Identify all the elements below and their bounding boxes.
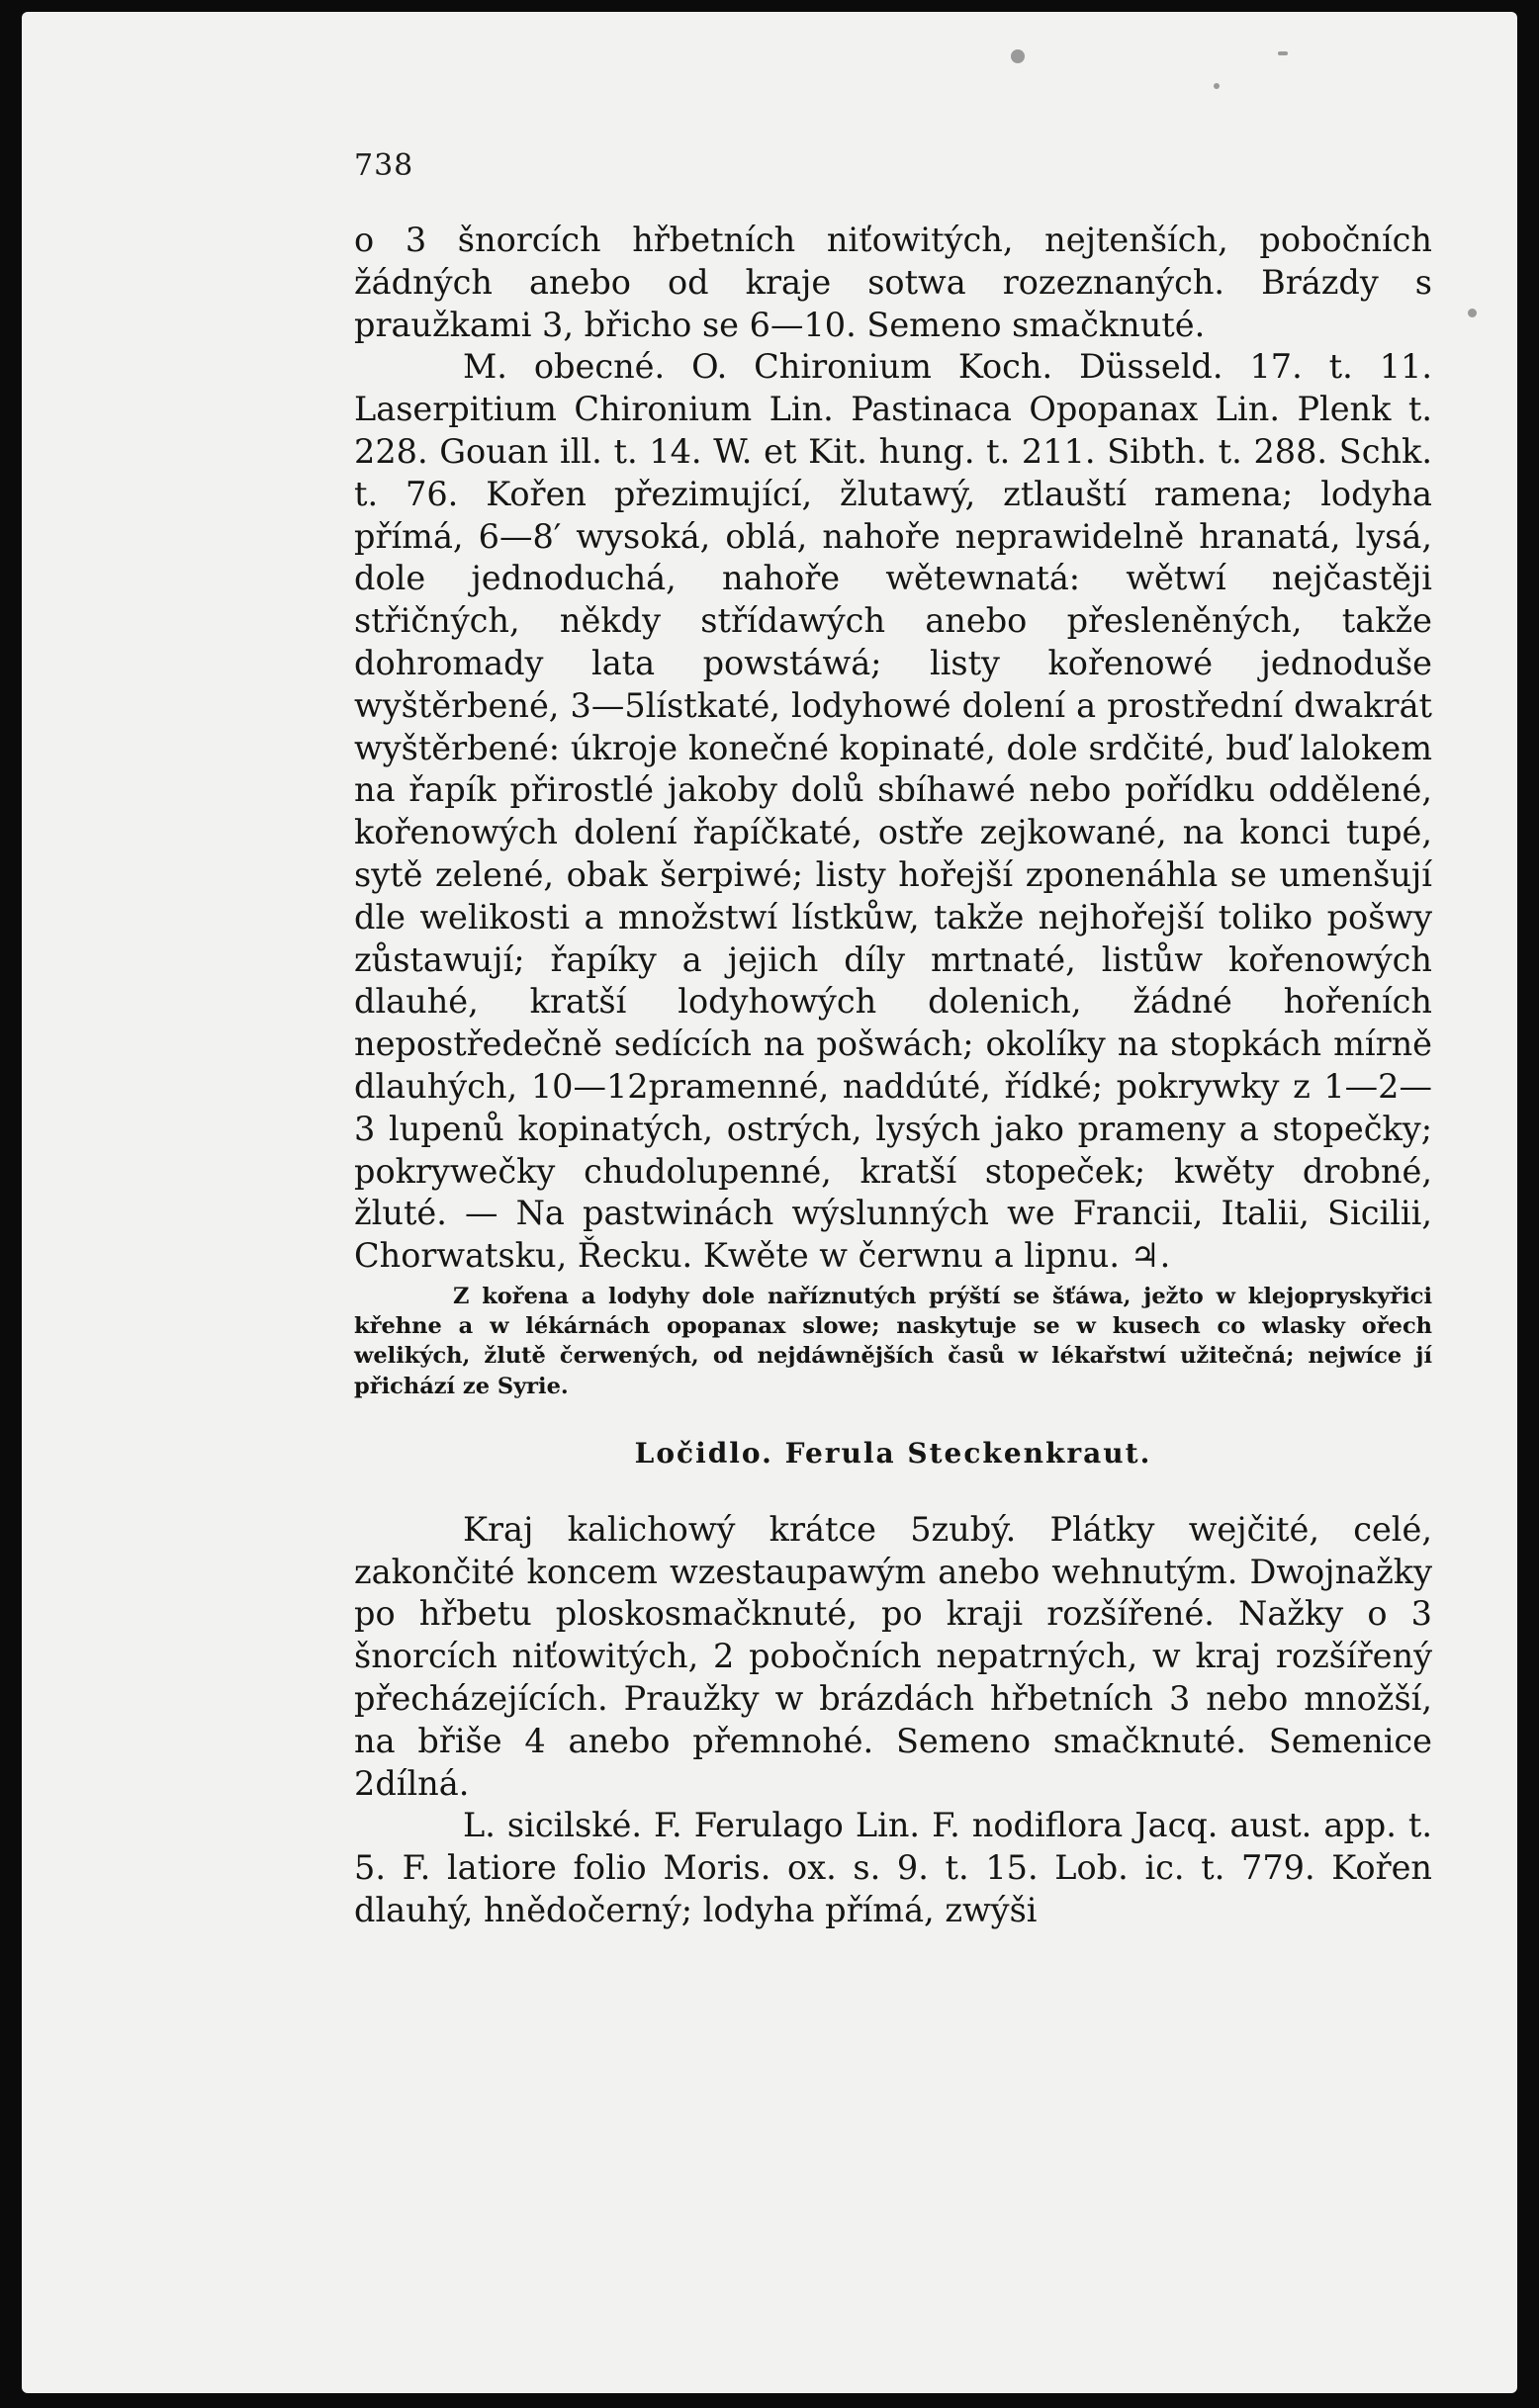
scan-speck (1278, 51, 1288, 55)
genus-heading: Ločidlo. Ferula Steckenkraut. (634, 1436, 1152, 1470)
genus-description-paragraph: Kraj kalichowý krátce 5zubý. Plátky wejčité, celé, zakončité koncem wzestaupawým anebo wehnutým. Dwojnažky po hřbetu ploskosmačknuté, po kraji rozšířené. Nažky o 3 šnorcích niťowitých, 2 pobočních nepatrných, w kraj rozšířený přecházejících. Praužky w brázdách hřbetních 3 nebo množší, na břiše 4 anebo přemnohé. Semeno smačknuté. Semenice 2dílná. (354, 1509, 1432, 1803)
scan-speck (1468, 309, 1477, 317)
species-paragraph: L. sicilské. F. Ferulago Lin. F. nodiflora Jacq. aust. app. t. 5. F. latiore folio Moris. ox. s. 9. t. 15. Lob. ic. t. 779. Kořen dlauhý, hnědočerný; lodyha přímá, zwýši (354, 1806, 1432, 1929)
paragraph-species-description: M. obecné. O. Chironium Koch. Düsseld. 17. t. 11. Laserpitium Chironium Lin. Pastinaca Opopanax Lin. Plenk t. 228. Gouan ill. t. 14. W. et Kit. hung. t. 211. Sibth. t. 288. Schk. t. 76. Kořen přezimující, žlutawý, ztlauští ramena; lodyha přímá, 6—8′ wysoká, oblá, nahoře neprawidelně hranatá, lysá, dole jednoduchá, nahoře wětewnatá: wětwí nejčastěji střičných, někdy střídawých anebo přesleněných, takže dohromady lata powstáwá; listy kořenowé jednoduše wyštěrbené, 3—5lístkaté, lodyhowé dolení a prostřední dwakrát wyštěrbené: úkroje konečné kopinaté, dole srdčité, buď lalokem na řapík přirostlé jakoby dolů sbíhawé nebo pořídku oddělené, kořenowých dolení řapíčkaté, ostře zejkowané, na konci tupé, sytě zelené, obak šerpiwé; listy hořejší zponenáhla se umenšují dle welikosti a množstwí lístkůw, takže nejhořejší toliko pošwy zůstawují; řapíky a jejich díly mrtnaté, listůw kořenowých dlauhé, kratší lodyhowých dolenich, žádné hořeních nepostředečně sedících na pošwách; okolíky na stopkách mírně dlauhých, 10—12pramenné, naddúté, řídké; pokrywky z 1—2—3 lupenů kopinatých, ostrých, lysých jako prameny a stopečky; pokrywečky chudolupenné, kratší stopeček; kwěty drobné, žluté. — Na pastwinách wýslunných we Francii, Italii, Sicilii, Chorwatsku, Řecku. Kwěte w čerwnu a lipnu. ♃. (354, 347, 1432, 1276)
page-number: 738 (354, 148, 414, 183)
text-column (354, 220, 1432, 1932)
paragraph-1: o 3 šnorcích hřbetních niťowitých, nejtenších, pobočních žádných anebo od kraje sotwa rozeznaných. Brázdy s praužkami 3, břicho se 6—10. Semeno smačknuté. (354, 221, 1432, 344)
scan-speck (1214, 83, 1220, 89)
scan-speck (1011, 49, 1025, 63)
footnote-paragraph: Z kořena a lodyhy dole naříznutých prýští se šťáwa, ježto w klejopryskyřici křehne a w lékárnách opopanax slowe; naskytuje se w kusech co wlasky ořech welikých, žlutě čerwených, od nejdáwnějších časů w lékařstwí užitečná; nejwíce jí přichází ze Syrie. (354, 1283, 1432, 1399)
